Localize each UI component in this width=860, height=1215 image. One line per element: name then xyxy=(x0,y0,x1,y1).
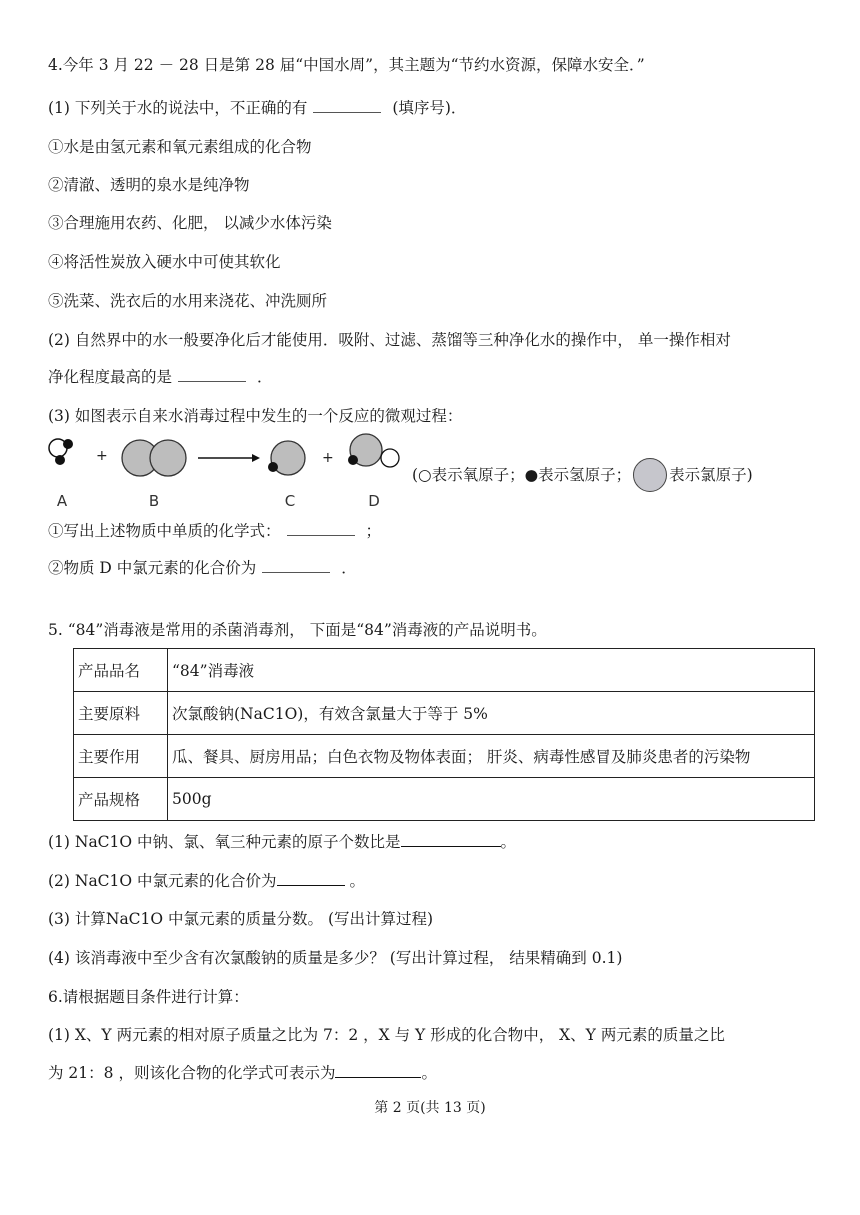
q4-sub2 xyxy=(48,557,357,579)
q5-intro: 5. “84”消毒液是常用的杀菌消毒剂， 下面是“84”消毒液的产品说明书。 xyxy=(48,621,547,639)
q6-sub1-blank[interactable] xyxy=(335,1063,421,1078)
plus-sign-1: + xyxy=(96,448,108,464)
molecule-d xyxy=(348,434,399,467)
table-row xyxy=(74,649,815,692)
chlorine-atom-icon xyxy=(633,458,667,492)
table-row xyxy=(74,692,815,735)
q5-sub1-text: (1) NaC1O 中钠、氯、氧三种元素的原子个数比是 xyxy=(48,833,401,851)
q4-part3: (3) 如图表示自来水消毒过程中发生的一个反应的微观过程： xyxy=(48,407,463,425)
label-b: B xyxy=(148,492,160,510)
q5-sub4: (4) 该消毒液中至少含有次氯酸钠的质量是多少？ (写出计算过程， 结果精确到 0.1) xyxy=(48,949,623,967)
q4-sub1-end: ； xyxy=(360,522,381,540)
q6-sub1-line2 xyxy=(48,1062,437,1084)
q5-sub2-end: 。 xyxy=(344,872,365,890)
label-d: D xyxy=(368,492,380,510)
page-footer: 第 2 页(共 13 页) xyxy=(374,1100,486,1116)
q4-sub1 xyxy=(48,520,381,542)
label-a: A xyxy=(56,492,68,510)
molecule-c xyxy=(268,441,305,475)
atom-legend-text-b: 表示氯原子) xyxy=(669,466,753,484)
q6-sub1-line1: (1) X、Y 两元素的相对原子质量之比为 7：2 ，X 与 Y 形成的化合物中， X、Y 两元素的质量之比 xyxy=(48,1026,725,1044)
q6-sub1-text: 为 21：8 ，则该化合物的化学式可表示为 xyxy=(48,1064,336,1082)
plus-sign-2: + xyxy=(322,450,334,466)
q4-sub2-end: ． xyxy=(336,559,357,577)
q4-sub2-text: ②物质 D 中氯元素的化合价为 xyxy=(48,559,257,577)
q4-part2-line1: (2) 自然界中的水一般要净化后才能使用．吸附、过滤、蒸馏等三种净化水的操作中， 单一操作相对 xyxy=(48,331,731,349)
reaction-arrow-icon xyxy=(198,454,260,462)
q5-sub1-blank[interactable] xyxy=(401,832,501,847)
q4-part2-line2 xyxy=(48,366,272,388)
q5-sub2-text: (2) NaC1O 中氯元素的化合价为 xyxy=(48,872,277,890)
table-row xyxy=(74,778,815,821)
q4-option-2: ②清澈、透明的泉水是纯净物 xyxy=(48,176,250,194)
q4-part1-suffix: (填序号)． xyxy=(387,99,467,117)
molecule-b xyxy=(122,440,186,476)
molecule-a xyxy=(49,439,73,465)
q5-sub1 xyxy=(48,831,516,853)
q4-part2-end: ． xyxy=(252,368,273,386)
q4-part2-blank[interactable] xyxy=(178,367,246,382)
table-key: 主要作用 xyxy=(74,735,168,778)
q4-intro: 4.今年 3 月 22 － 28 日是第 28 届“中国水周”，其主题为“节约水资源，保障水安全．” xyxy=(48,56,645,74)
table-key: 产品规格 xyxy=(74,778,168,821)
q4-part2-text: 净化程度最高的是 xyxy=(48,368,173,386)
q4-part1-blank[interactable] xyxy=(313,98,381,113)
q4-option-1: ①水是由氢元素和氧元素组成的化合物 xyxy=(48,138,312,156)
q4-sub1-text: ①写出上述物质中单质的化学式： xyxy=(48,522,281,540)
q4-option-5: ⑤洗菜、洗衣后的水用来浇花、冲洗厕所 xyxy=(48,292,328,310)
q4-sub1-blank[interactable] xyxy=(287,521,355,536)
q5-sub3: (3) 计算NaC1O 中氯元素的质量分数。 (写出计算过程) xyxy=(48,910,434,928)
q4-part1 xyxy=(48,97,466,119)
table-value: 500g xyxy=(168,778,815,821)
atom-legend xyxy=(412,458,753,492)
table-value: 瓜、餐具、厨房用品；白色衣物及物体表面； 肝炎、病毒性感冒及肺炎患者的污染物 xyxy=(168,735,815,778)
q6-sub1-end: 。 xyxy=(421,1064,437,1082)
q4-option-3: ③合理施用农药、化肥， 以减少水体污染 xyxy=(48,214,332,232)
q4-part1-text: (1) 下列关于水的说法中，不正确的有 xyxy=(48,99,308,117)
table-value: “84”消毒液 xyxy=(168,649,815,692)
q4-option-4: ④将活性炭放入硬水中可使其软化 xyxy=(48,253,281,271)
q4-sub2-blank[interactable] xyxy=(262,558,330,573)
table-row xyxy=(74,735,815,778)
q5-sub1-end: 。 xyxy=(500,833,517,851)
q6-intro: 6.请根据题目条件进行计算： xyxy=(48,988,249,1006)
q5-sub2 xyxy=(48,870,365,892)
table-key: 产品品名 xyxy=(74,649,168,692)
table-value: 次氯酸钠(NaC1O)，有效含氯量大于等于 5% xyxy=(168,692,815,735)
label-c: C xyxy=(284,492,296,510)
product-spec-table xyxy=(73,648,815,821)
atom-legend-text-a: (○表示氧原子；●表示氢原子； xyxy=(412,466,632,484)
q5-sub2-blank[interactable] xyxy=(277,871,345,886)
table-key: 主要原料 xyxy=(74,692,168,735)
